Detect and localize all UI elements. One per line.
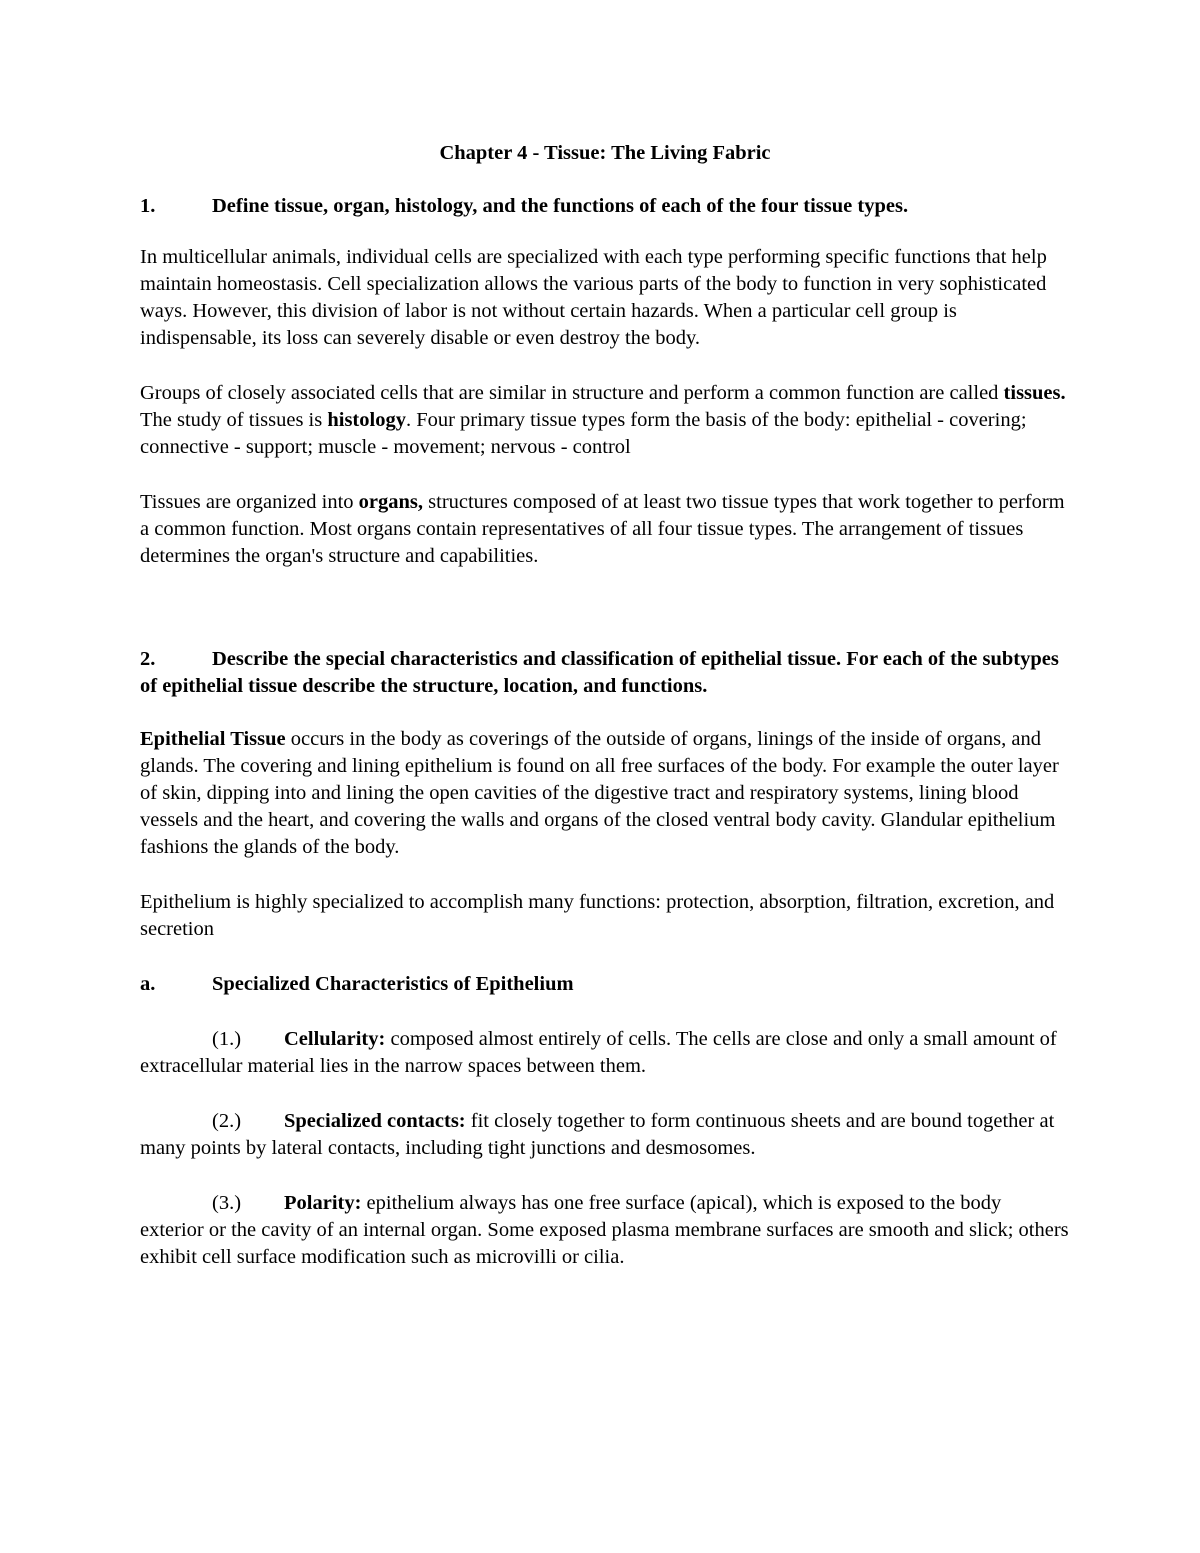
characteristic-term: Cellularity:: [284, 1028, 386, 1050]
characteristic-cellularity: (1.) Cellularity: composed almost entirely of cells. The cells are close and only a small amount of extracellular material lies in the narrow spaces between them.: [140, 1028, 1057, 1077]
paragraph-epithelial-tissue: Epithelial Tissue occurs in the body as coverings of the outside of organs, linings of the inside of organs, and glands. The covering and lining epithelium is found on all free surfaces of the body. For example the outer layer of skin, dipping into and lining the open cavities of the digestive tract and respiratory systems, lining blood vessels and the heart, and covering the walls and organs of the closed ventral body cavity. Glandular epithelium fashions the glands of the body.: [140, 728, 1059, 858]
question-2-text: Describe the special characteristics and classification of epithelial tissue. For each of the subtypes of epithelial tissue describe the structure, location, and functions.: [140, 648, 1059, 697]
term-tissues: tissues.: [1003, 382, 1066, 404]
paragraph-multicellular: In multicellular animals, individual cells are specialized with each type performing specific functions that help maintain homeostasis. Cell specialization allows the various parts of the body to function in very sophisticated ways. However, this division of labor is not without certain hazards. When a particular cell group is indispensable, its loss can severely disable or even destroy the body.: [140, 246, 1047, 349]
characteristic-label: (3.): [212, 1192, 242, 1214]
characteristic-specialized-contacts: (2.) Specialized contacts: fit closely together to form continuous sheets and are bound together at many points by lateral contacts, including tight junctions and desmosomes.: [140, 1110, 1055, 1159]
question-1-text: Define tissue, organ, histology, and the functions of each of the four tissue types.: [212, 195, 909, 217]
term-organs: organs,: [358, 491, 424, 513]
paragraph-tissues: Groups of closely associated cells that are similar in structure and perform a common function are called tissues. The study of tissues is histology. Four primary tissue types form the basis of the body: epithelial - covering; connective - support; muscle - movement; nervous - control: [140, 382, 1066, 458]
characteristic-label: (2.): [212, 1110, 242, 1132]
question-1-number: 1.: [140, 195, 156, 217]
question-2-number: 2.: [140, 648, 156, 670]
paragraph-epithelium-functions: Epithelium is highly specialized to accomplish many functions: protection, absorption, filtration, excretion, and secretion: [140, 891, 1055, 940]
paragraph-organs: Tissues are organized into organs, structures composed of at least two tissue types that work together to perform a common function. Most organs contain representatives of all four tissue types. The arrangement of tissues determines the organ's structure and capabilities.: [140, 491, 1065, 567]
section-a-text: Specialized Characteristics of Epithelium: [212, 973, 574, 995]
term-epithelial-tissue: Epithelial Tissue: [140, 728, 286, 750]
page-title: Chapter 4 - Tissue: The Living Fabric: [439, 142, 771, 164]
document-body: [140, 140, 1070, 1271]
characteristic-term: Polarity:: [284, 1192, 362, 1214]
section-a-heading: [140, 971, 1070, 998]
question-2: [140, 646, 1070, 700]
term-histology: histology: [327, 409, 406, 431]
section-a-letter: a.: [140, 973, 156, 995]
characteristic-polarity: (3.) Polarity: epithelium always has one free surface (apical), which is exposed to the body exterior or the cavity of an internal organ. Some exposed plasma membrane surfaces are smooth and slick; others exhibit cell surface modification such as microvilli or cilia.: [140, 1192, 1069, 1268]
characteristic-term: Specialized contacts:: [284, 1110, 466, 1132]
characteristic-label: (1.): [212, 1028, 242, 1050]
question-1: [140, 193, 1070, 220]
